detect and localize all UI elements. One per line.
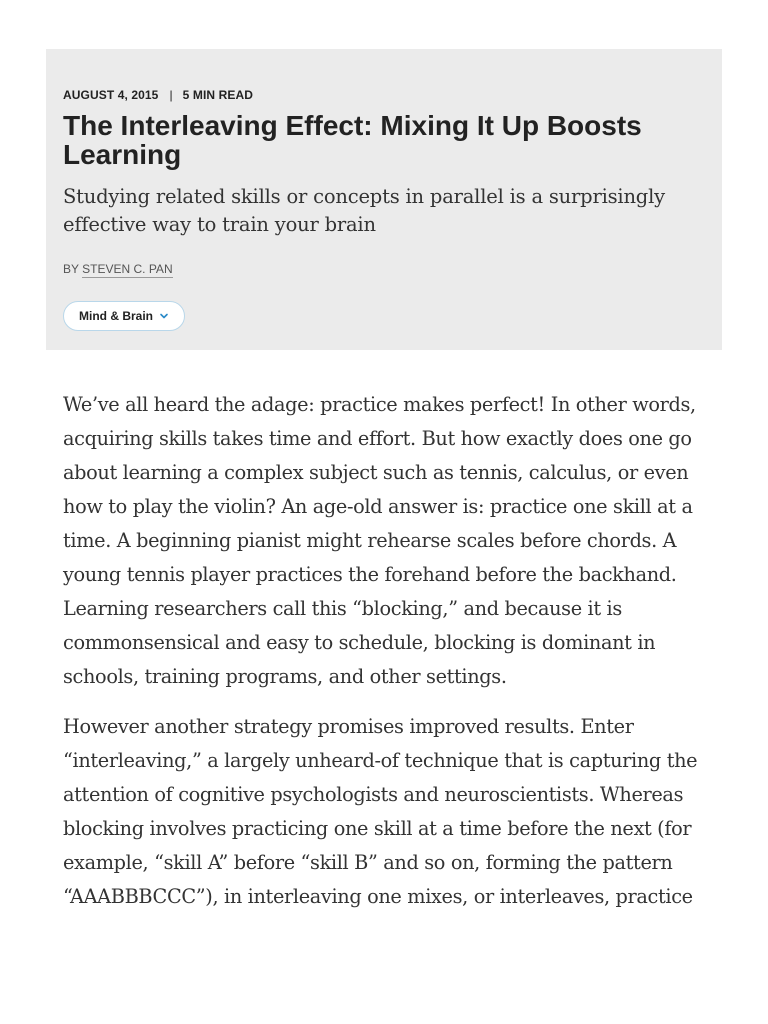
topic-tag-button[interactable] <box>63 301 185 331</box>
body-paragraph: However another strategy promises improved results. Enter “interleaving,” a largely unheard-of technique that is capturing the attention of cognitive psychologists and neuroscientists. Whereas blocking involves practicing one skill at a time before the next (for example, “skill A” before “skill B” and so on, forming the pattern “AAABBBCCC”), in interleaving one mixes, or interleaves, practice <box>63 715 698 908</box>
byline <box>63 262 173 276</box>
byline-prefix: BY <box>63 262 79 276</box>
article-body <box>63 388 713 930</box>
author-link[interactable]: STEVEN C. PAN <box>82 262 173 276</box>
article-subtitle: Studying related skills or concepts in parallel is a surprisingly effective way to train your brain <box>63 185 665 236</box>
topic-tag-label: Mind & Brain <box>79 309 153 323</box>
read-time: 5 MIN READ <box>182 88 253 102</box>
article-header <box>46 49 722 350</box>
meta-separator: | <box>169 88 173 102</box>
article-title: The Interleaving Effect: Mixing It Up Boosts Learning <box>63 110 642 170</box>
publish-date: AUGUST 4, 2015 <box>63 88 159 102</box>
article-meta <box>63 88 253 102</box>
chevron-down-icon <box>159 311 169 321</box>
body-paragraph: We’ve all heard the adage: practice makes perfect! In other words, acquiring skills takes time and effort. But how exactly does one go about learning a complex subject such as tennis, calculus, or even how to play the violin? An age-old answer is: practice one skill at a time. A beginning pianist might rehearse scales before chords. A young tennis player practices the forehand before the backhand. Learning researchers call this “blocking,” and because it is commonsensical and easy to schedule, blocking is dominant in schools, training programs, and other settings. <box>63 393 696 688</box>
